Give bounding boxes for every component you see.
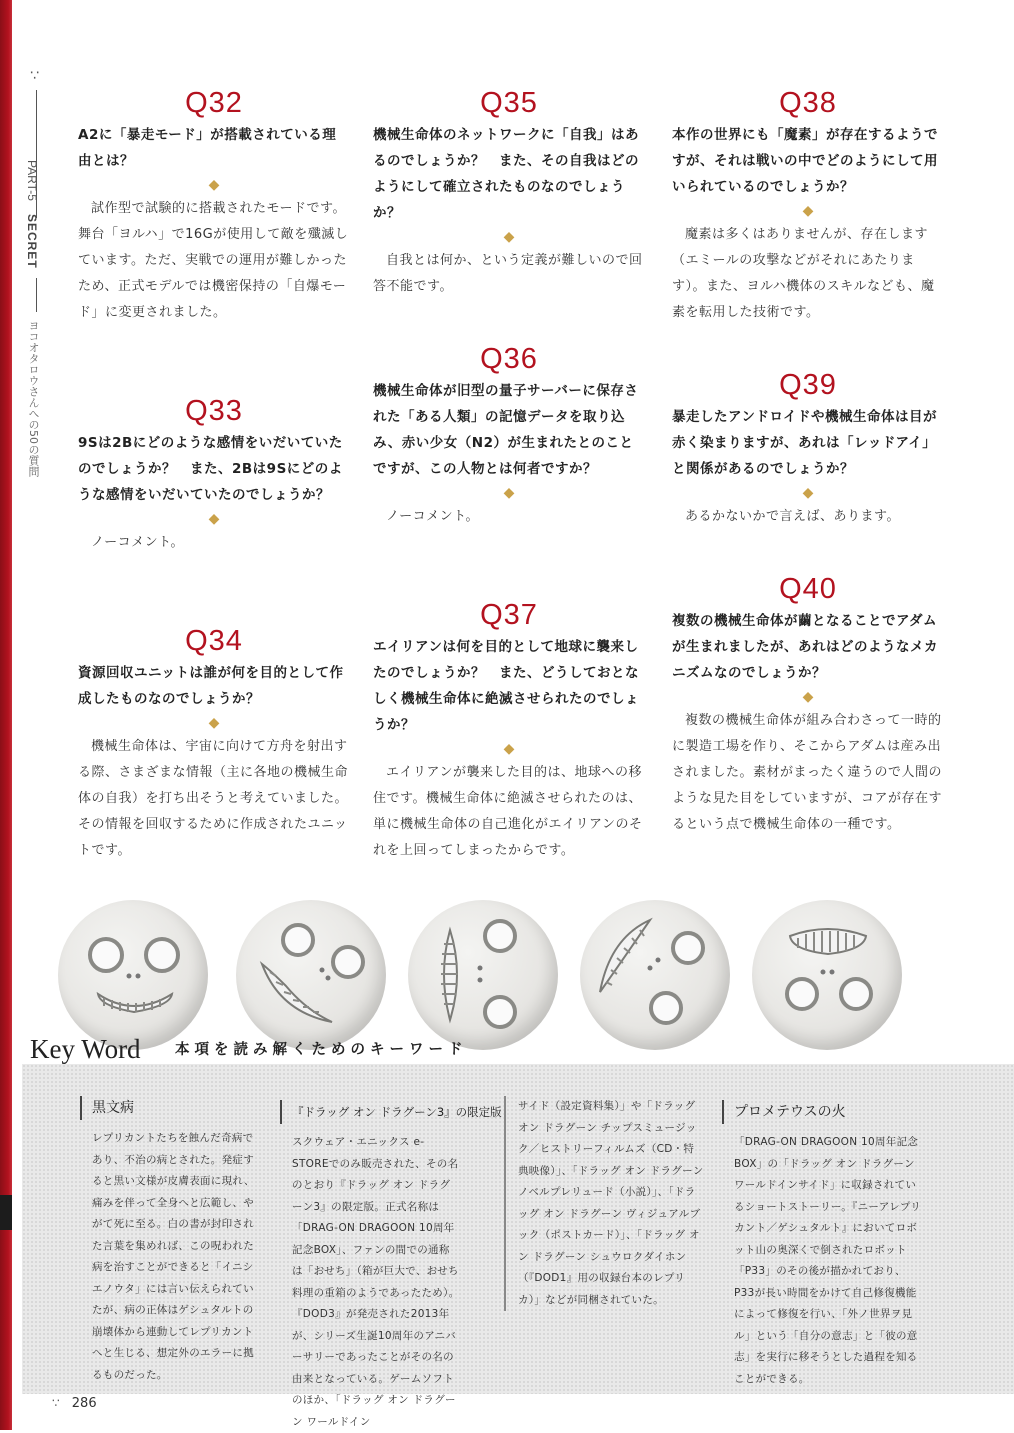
question-text: 本作の世界にも「魔素」が存在するようですが、それは戦いの中でどのようにして用いられているのでしょうか？ <box>672 127 938 195</box>
page-number: 286 <box>71 1396 97 1411</box>
answer-marker-icon: ◆ <box>503 485 515 501</box>
answer-marker-icon: ◆ <box>208 177 220 193</box>
question-text: A2に「暴走モード」が搭載されている理由とは？ <box>78 127 337 169</box>
footer-dots: ∵ <box>52 1396 60 1410</box>
emil-faces-illustration <box>58 900 998 1050</box>
answer-text: 自我とは何か、という定義が難しいので回答不能です。 <box>373 253 643 294</box>
sidebar-dots: ∵ <box>30 68 39 84</box>
qa-block-q35 <box>373 86 645 300</box>
answer-marker-icon: ◆ <box>802 203 814 219</box>
answer-text: あるかないかで言えば、あります。 <box>685 509 900 524</box>
emil-face-4 <box>580 900 730 1050</box>
question-text: 複数の機械生命体が繭となることでアダムが生まれましたが、あれはどのようなメカニズムなのでしょうか？ <box>672 613 938 681</box>
emil-face-1 <box>58 900 208 1050</box>
question-number: Q39 <box>779 369 837 401</box>
answer-text: ノーコメント。 <box>386 509 479 524</box>
question-number: Q34 <box>185 625 243 657</box>
answer-marker-icon: ◆ <box>208 715 220 731</box>
page-edge-tab <box>0 1195 12 1230</box>
keyword-header <box>30 1034 468 1064</box>
answer-text: 複数の機械生命体が組み合わさって一時的に製造工場を作り、そこからアダムは産み出されました。素材がまったく違うので人間のような見た目をしていますが、コアが存在するという点で機械生命体の一種です。 <box>672 713 943 832</box>
page-footer <box>52 1396 97 1411</box>
answer-marker-icon: ◆ <box>503 741 515 757</box>
question-number: Q38 <box>779 87 837 119</box>
emil-face-5 <box>752 900 902 1050</box>
keyword-entry-text: 「DRAG-ON DRAGOON 10周年記念BOX」の「ドラッグ オン ドラグーン ワールドインサイド」に収録されているショートストーリー。『ニーアレプリカント／ゲシュタルト』においてロボット山の奥深くで倒されたロボット「P33」のその後が描かれており、P33が長い時間をかけて自己修復機能によって修復を行い、「外ノ世界ヲ見ル」という「自分の意志」と「彼の意志」を実行に移そうとした過程を知ることができる。 <box>734 1136 922 1385</box>
answer-marker-icon: ◆ <box>208 511 220 527</box>
keyword-subtitle: 本項を読み解くためのキーワード <box>175 1042 468 1058</box>
question-number: Q37 <box>480 599 538 631</box>
question-text: 9Sは2Bにどのような感情をいだいていたのでしょうか？ また、2Bは9Sにどのような感情をいだいていたのでしょうか？ <box>78 435 343 503</box>
answer-text: 試作型で試験的に搭載されたモードです。舞台「ヨルハ」で16Gが使用して敵を殲滅しています。ただ、実戦での運用が難しかったため、正式モデルでは機密保持の「自爆モード」に変更されました。 <box>78 201 349 320</box>
question-number: Q36 <box>480 343 538 375</box>
question-text: 機械生命体のネットワークに「自我」はあるのでしょうか？ また、その自我はどのようにして確立されたものなのでしょうか？ <box>373 127 639 221</box>
keyword-entry-title: プロメテウスの火 <box>722 1100 922 1124</box>
question-number: Q32 <box>185 87 243 119</box>
answer-text: 機械生命体は、宇宙に向けて方舟を射出する際、さまざまな情報（主に各地の機械生命体の自我）を打ち出そうと考えていました。その情報を回収するために作成されたユニットです。 <box>78 739 349 858</box>
sidebar-subtitle: ヨコオタロウさんへの50の質問 <box>27 320 40 477</box>
keyword-entry-title: 黒文病 <box>80 1096 260 1120</box>
answer-text: ノーコメント。 <box>91 535 184 550</box>
qa-block-q33 <box>78 394 350 556</box>
question-number: Q33 <box>185 395 243 427</box>
qa-block-q39 <box>672 368 944 530</box>
question-text: エイリアンは何を目的として地球に襲来したのでしょうか？ また、どうしておとなしく機械生命体に絶滅させられたのでしょうか？ <box>373 639 639 733</box>
question-text: 機械生命体が旧型の量子サーバーに保存された「ある人類」の記憶データを取り込み、赤い少女（N2）が生まれたとのことですが、この人物とは何者ですか？ <box>373 383 639 477</box>
qa-block-q34 <box>78 624 350 864</box>
keyword-entry-3 <box>722 1100 922 1390</box>
emil-face-2 <box>236 900 386 1050</box>
answer-text: エイリアンが襲来した目的は、地球への移住です。機械生命体に絶滅させられたのは、単に機械生命体の自己進化がエイリアンのそれを上回ってしまったからです。 <box>373 765 643 858</box>
keyword-title: Key Word <box>30 1034 141 1064</box>
sidebar-rule-bottom <box>36 278 37 312</box>
answer-marker-icon: ◆ <box>802 689 814 705</box>
question-text: 資源回収ユニットは誰が何を目的として作成したものなのでしょうか？ <box>78 665 344 707</box>
sidebar-section: SECRET <box>25 214 39 269</box>
answer-marker-icon: ◆ <box>802 485 814 501</box>
sidebar-part: PART-5 <box>25 160 39 201</box>
question-number: Q35 <box>480 87 538 119</box>
keyword-entry-2 <box>280 1100 502 1433</box>
qa-block-q38 <box>672 86 944 326</box>
answer-marker-icon: ◆ <box>503 229 515 245</box>
question-number: Q40 <box>779 573 837 605</box>
keyword-entry-text: スクウェア・エニックス e-STOREでのみ販売された、その名のとおり『ドラッグ オン ドラグーン3』の限定版。正式名称は「DRAG-ON DRAGOON 10周年記念BOX」、ファンの間での通称は「おせち」（箱が巨大で、おせち料理の重箱のようであったため）。『DOD3』が発売された2013年が、シリーズ生誕10周年のアニバーサリーであったことがその名の由来となっている。ゲームソフトのほか、「ドラッグ オン ドラグーン ワールドイン <box>292 1136 460 1428</box>
keyword-entry-text: レプリカントたちを蝕んだ奇病であり、不治の病とされた。発症すると黒い文様が皮膚表面に現れ、痛みを伴って全身へと広範し、やがて死に至る。白の書が封印された言葉を集めれば、この呪われた病を治すことができると「イニシエノウタ」には言い伝えられていたが、病の正体はゲシュタルトの崩壊体から連動してレプリカントへと生じる、想定外のエラーに拠るものだった。 <box>92 1132 255 1381</box>
emil-face-3 <box>408 900 558 1050</box>
keyword-entry-1 <box>80 1096 260 1386</box>
keyword-entry-title: 『ドラッグ オン ドラグーン3』の限定版 <box>280 1100 460 1124</box>
qa-block-q36 <box>373 342 645 530</box>
keyword-entry-2-continued <box>504 1096 704 1311</box>
qa-block-q37 <box>373 598 645 864</box>
question-text: 暴走したアンドロイドや機械生命体は目が赤く染まりますが、あれは「レッドアイ」と関係があるのでしょうか？ <box>672 409 938 477</box>
qa-block-q32 <box>78 86 350 326</box>
qa-block-q40 <box>672 572 944 838</box>
answer-text: 魔素は多くはありませんが、存在します（エミールの攻撃などがそれにあたります）。また、ヨルハ機体のスキルなども、魔素を転用した技術です。 <box>672 227 935 320</box>
keyword-entry-text-continued: サイド（設定資料集）」や「ドラッグ オン ドラグーン チップスミュージック／ヒストリーフィルムズ（CD・特典映像）」、「ドラッグ オン ドラグーン ノベルプレリュード（小説）」、「ドラッグ オン ドラグーン ヴィジュアルブック（ポストカード）」、「ドラッグ オン ドラグーン シュウロクダイホン（『DOD1』用の収録台本のレプリカ）」などが同梱されていた。 <box>504 1096 704 1311</box>
